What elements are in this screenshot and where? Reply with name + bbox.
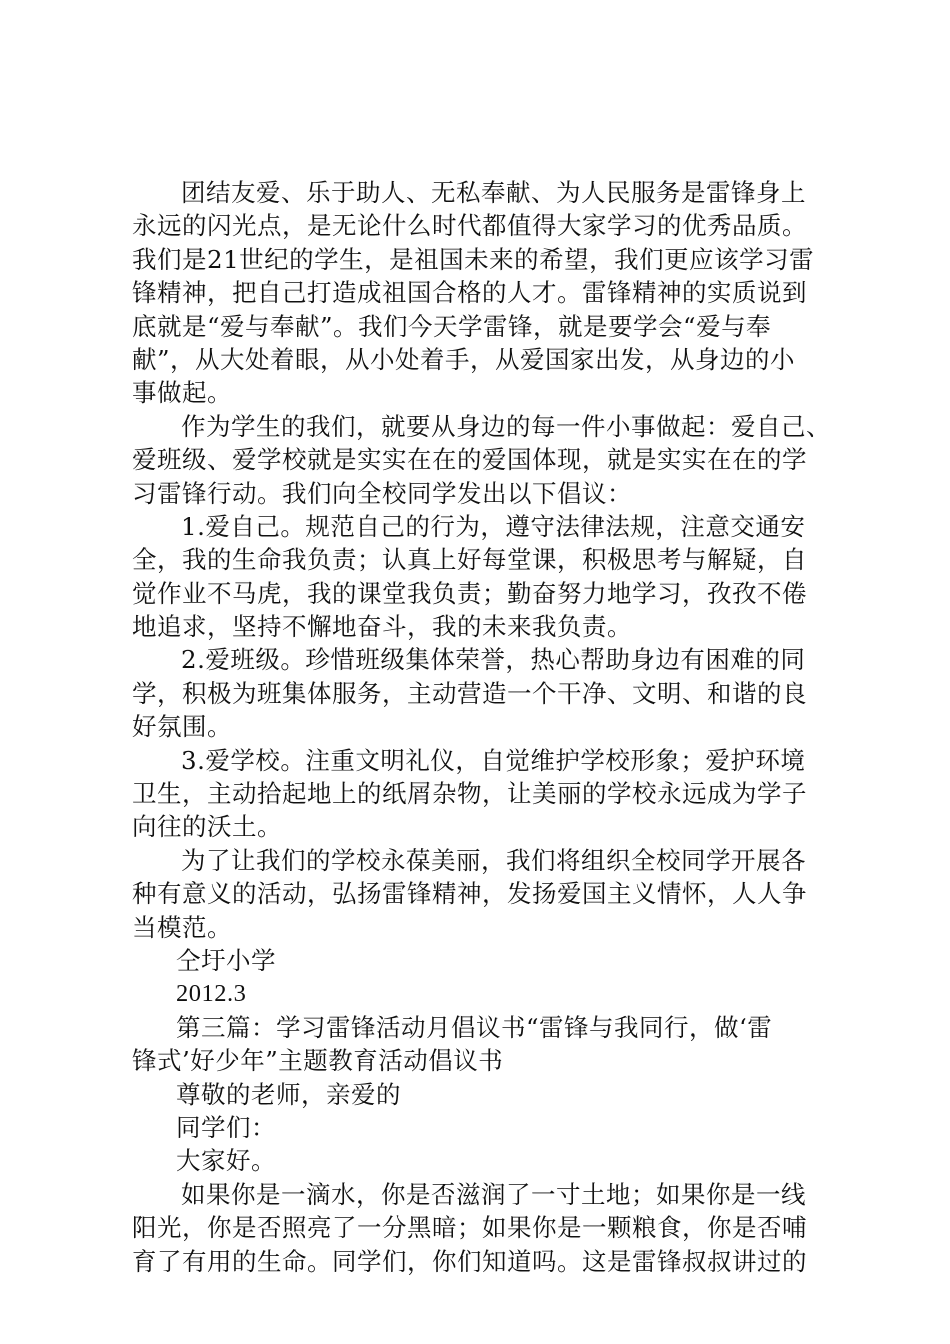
paragraph-line: 团结友爱、乐于助人、无私奉献、为人民服务是雷锋身上: [181, 178, 806, 207]
paragraph-line: 为了让我们的学校永葆美丽，我们将组织全校同学开展各: [181, 845, 806, 875]
list-item-line: 全，我的生命我负责；认真上好每堂课，积极思考与解疑，自: [132, 545, 807, 575]
paragraph-line: 育了有用的生命。同学们，你们知道吗。这是雷锋叔叔讲过的: [132, 1246, 807, 1276]
list-item-line: 卫生，主动拾起地上的纸屑杂物，让美丽的学校永远成为学子: [132, 779, 807, 809]
paragraph-line: 事做起。: [132, 378, 232, 408]
salutation-line: 同学们：: [176, 1112, 276, 1142]
list-item-line: 3.爱学校。注重文明礼仪，自觉维护学校形象；爱护环境: [181, 745, 806, 775]
signature-school: 仝圩小学: [176, 945, 276, 975]
paragraph-line: 作为学生的我们，就要从身边的每一件小事做起：爱自己、: [181, 411, 831, 441]
list-item-line: 1.爱自己。规范自己的行为，遵守法律法规，注意交通安: [181, 511, 806, 541]
list-item-line: 觉作业不马虎，我的课堂我负责；勤奋努力地学习，孜孜不倦: [132, 578, 807, 608]
paragraph-line: 当模范。: [132, 912, 232, 942]
paragraph-line: 锋精神，把自己打造成祖国合格的人才。雷锋精神的实质说到: [132, 278, 807, 308]
list-item-line: 地追求，坚持不懈地奋斗，我的未来我负责。: [132, 612, 632, 642]
paragraph-line: 我们是21世纪的学生，是祖国未来的希望，我们更应该学习雷: [132, 244, 815, 274]
list-item-line: 好氛围。: [132, 712, 232, 742]
section-title: 锋式’好少年”主题教育活动倡议书: [132, 1046, 504, 1076]
paragraph-line: 爱班级、爱学校就是实实在在的爱国体现，就是实实在在的学: [132, 445, 807, 475]
greeting-line: 大家好。: [176, 1146, 276, 1176]
paragraph-line: 献”，从大处着眼，从小处着手，从爱国家出发，从身边的小: [132, 344, 796, 374]
paragraph-line: 底就是“爱与奉献”。我们今天学雷锋，就是要学会“爱与奉: [132, 311, 772, 341]
paragraph-line: 种有意义的活动，弘扬雷锋精神，发扬爱国主义情怀，人人争: [132, 879, 807, 909]
salutation-line: 尊敬的老师，亲爱的: [176, 1079, 401, 1109]
signature-date: 2012.3: [176, 980, 247, 1008]
paragraph-line: 永远的闪光点，是无论什么时代都值得大家学习的优秀品质。: [132, 211, 807, 241]
list-item-line: 向往的沃土。: [132, 812, 282, 842]
list-item-line: 学，积极为班集体服务，主动营造一个干净、文明、和谐的良: [132, 678, 807, 708]
paragraph-line: 阳光，你是否照亮了一分黑暗；如果你是一颗粮食，你是否哺: [132, 1213, 807, 1243]
list-item-line: 2.爱班级。珍惜班级集体荣誉，热心帮助身边有困难的同: [181, 645, 806, 675]
document-body: [132, 176, 832, 1278]
paragraph-line: 如果你是一滴水，你是否滋润了一寸土地；如果你是一线: [181, 1179, 806, 1209]
paragraph-line: 习雷锋行动。我们向全校同学发出以下倡议：: [132, 478, 632, 508]
section-title: 第三篇：学习雷锋活动月倡议书“雷锋与我同行，做‘雷: [176, 1012, 773, 1042]
